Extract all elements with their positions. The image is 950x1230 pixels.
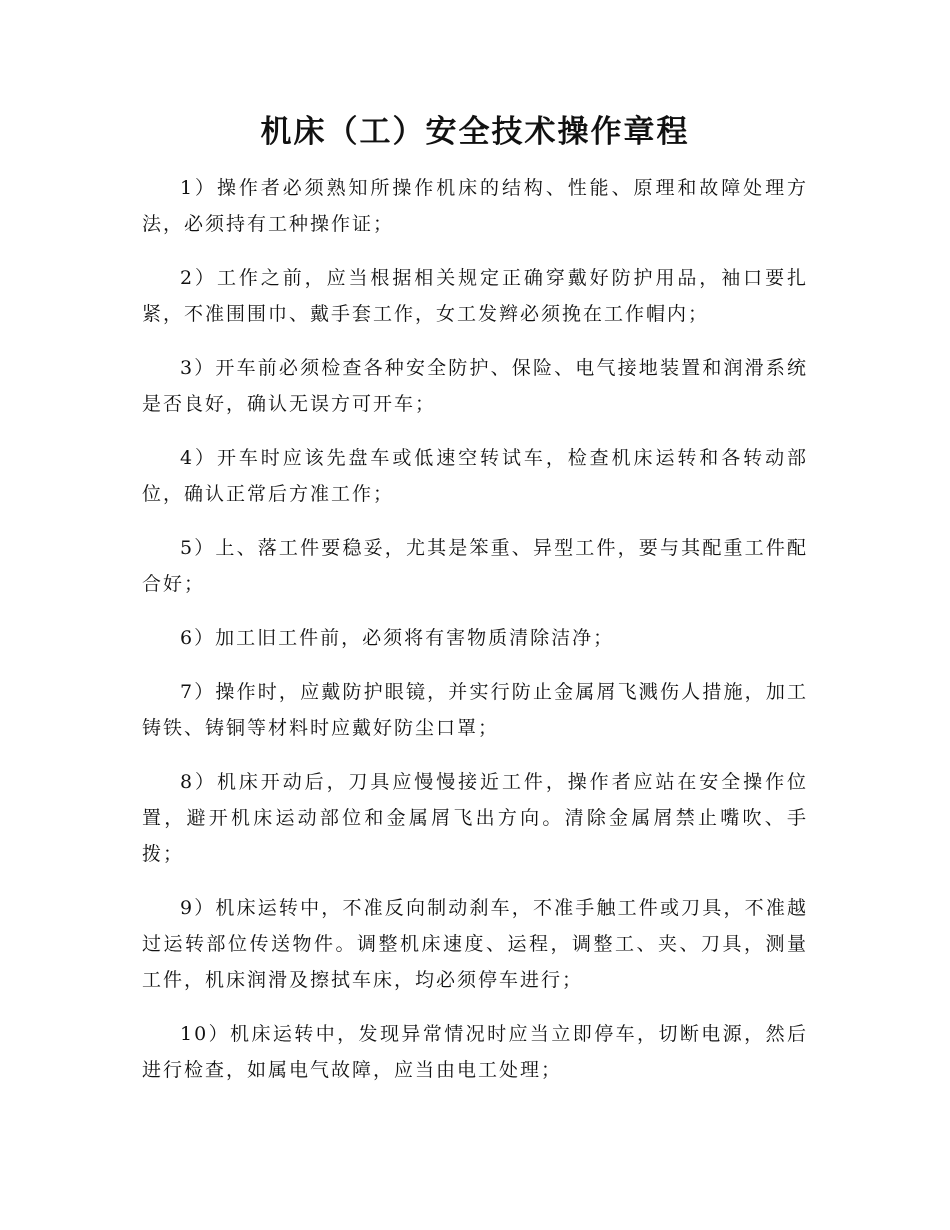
paragraph-rule-6: 6）加工旧工件前，必须将有害物质清除洁净； — [180, 627, 615, 649]
paragraph-rule-9: 9）机床运转中，不准反向制动刹车，不准手触工件或刀具，不准越过运转部位传送物件。调整机床速度、运程，调整工、夹、刀具，测量工件，机床润滑及擦拭车床，均必须停车进行； — [142, 897, 808, 991]
paragraph-rule-1: 1）操作者必须熟知所操作机床的结构、性能、原理和故障处理方法，必须持有工种操作证； — [142, 177, 808, 235]
paragraph-rule-8: 8）机床开动后，刀具应慢慢接近工件，操作者应站在安全操作位置，避开机床运动部位和金属屑飞出方向。清除金属屑禁止嘴吹、手拨； — [142, 771, 808, 865]
paragraph-rule-7: 7）操作时，应戴防护眼镜，并实行防止金属屑飞溅伤人措施，加工铸铁、铸铜等材料时应戴好防尘口罩； — [142, 681, 808, 739]
document-title: 机床（工）安全技术操作章程 — [260, 114, 690, 150]
document-body — [142, 170, 808, 1106]
paragraph-rule-2: 2）工作之前，应当根据相关规定正确穿戴好防护用品，袖口要扎紧，不准围围巾、戴手套工作，女工发辫必须挽在工作帽内； — [142, 267, 808, 325]
paragraph-rule-5: 5）上、落工件要稳妥，尤其是笨重、异型工件，要与其配重工件配合好； — [142, 537, 808, 595]
paragraph-rule-4: 4）开车时应该先盘车或低速空转试车，检查机床运转和各转动部位，确认正常后方准工作； — [142, 447, 808, 505]
paragraph-rule-10: 10）机床运转中，发现异常情况时应当立即停车，切断电源，然后进行检查，如属电气故障，应当由电工处理； — [142, 1023, 808, 1081]
paragraph-rule-3: 3）开车前必须检查各种安全防护、保险、电气接地装置和润滑系统是否良好，确认无误方可开车； — [142, 357, 808, 415]
